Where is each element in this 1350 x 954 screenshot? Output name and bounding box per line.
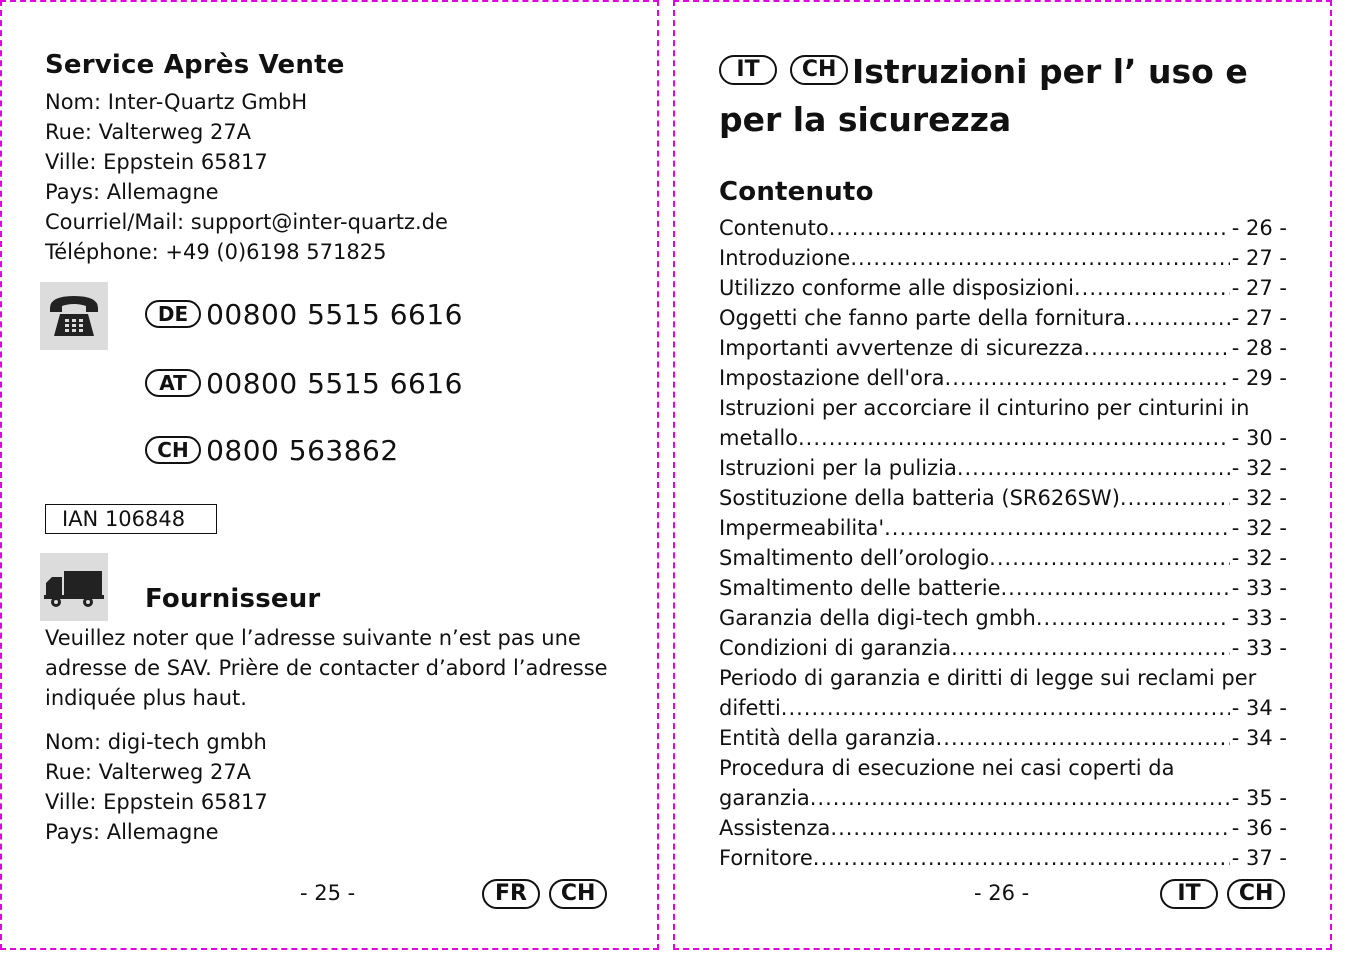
toc-leader-dots xyxy=(1074,273,1230,303)
service-line: Nom: Inter-Quartz GmbH xyxy=(45,90,308,114)
title-line-1: Istruzioni per l’ uso e xyxy=(852,52,1248,91)
lang-badge-ch: CH xyxy=(549,879,607,909)
toc-entry-page: - 32 - xyxy=(1231,486,1287,510)
supplier-line: Rue: Valterweg 27A xyxy=(45,760,252,784)
lang-badges-left xyxy=(482,879,607,909)
toc-entry-page: - 34 - xyxy=(1231,696,1287,720)
toc-leader-dots xyxy=(1120,483,1230,513)
service-email: Courriel/Mail: support@inter-quartz.de xyxy=(45,210,448,234)
phone-row-at xyxy=(145,367,463,400)
toc-entry xyxy=(719,783,1287,813)
toc-leader-dots xyxy=(850,243,1229,273)
toc-leader-dots xyxy=(989,543,1230,573)
toc-heading: Contenuto xyxy=(719,177,874,207)
lang-badge-ch: CH xyxy=(1227,879,1285,909)
toc-leader-dots xyxy=(813,843,1230,873)
supplier-line: Ville: Eppstein 65817 xyxy=(45,790,268,814)
toc-entry-label: Fornitore xyxy=(719,846,813,870)
toc-entry xyxy=(719,603,1287,633)
toc-leader-dots xyxy=(810,783,1230,813)
toc-entry-page: - 29 - xyxy=(1231,366,1287,390)
toc-entry-label: Garanzia della digi-tech gmbh xyxy=(719,606,1036,630)
note-line: indiquée plus haut. xyxy=(45,686,247,710)
lang-badge-fr: FR xyxy=(482,879,540,909)
telephone-icon xyxy=(40,282,108,350)
toc-entry-page: - 33 - xyxy=(1231,636,1287,660)
toc-entry xyxy=(719,633,1287,663)
toc-entry-page: - 30 - xyxy=(1231,426,1287,450)
toc-entry-continued: Procedura di esecuzione nei casi coperti da xyxy=(719,756,1175,780)
toc-entry-label: Entità della garanzia xyxy=(719,726,936,750)
supplier-note xyxy=(45,623,608,713)
toc-leader-dots xyxy=(1126,303,1230,333)
ian-box: IAN 106848 xyxy=(45,504,217,534)
toc-entry-page: - 32 - xyxy=(1231,516,1287,540)
toc-entry-label: Oggetti che fanno parte della fornitura xyxy=(719,306,1126,330)
toc-leader-dots xyxy=(1083,333,1229,363)
toc-leader-dots xyxy=(781,693,1230,723)
toc-entry xyxy=(719,453,1287,483)
toc-entry xyxy=(719,303,1287,333)
note-line: Veuillez noter que l’adresse suivante n’est pas une xyxy=(45,626,581,650)
toc-entry xyxy=(719,333,1287,363)
country-badge-ch: CH xyxy=(145,436,201,464)
toc-leader-dots xyxy=(798,423,1230,453)
toc-entry xyxy=(719,573,1287,603)
toc-entry xyxy=(719,273,1287,303)
toc-entry-label: garanzia xyxy=(719,786,810,810)
toc-entry xyxy=(719,693,1287,723)
toc-entry-page: - 27 - xyxy=(1231,246,1287,270)
toc-entry xyxy=(719,213,1287,243)
toc-entry-page: - 33 - xyxy=(1231,576,1287,600)
toc-leader-dots xyxy=(936,723,1230,753)
supplier-heading: Fournisseur xyxy=(145,584,321,614)
toc-entry-label: Sostituzione della batteria (SR626SW) xyxy=(719,486,1120,510)
toc-entry-label: Smaltimento delle batterie xyxy=(719,576,1001,600)
toc-entry xyxy=(719,813,1287,843)
toc-entry-page: - 32 - xyxy=(1231,456,1287,480)
toc-entry-page: - 26 - xyxy=(1231,216,1287,240)
toc-entry-label: Impermeabilita' xyxy=(719,516,885,540)
phone-row-ch xyxy=(145,434,399,467)
toc-entry-page: - 27 - xyxy=(1231,306,1287,330)
supplier-line: Pays: Allemagne xyxy=(45,820,219,844)
toc-entry-label: Contenuto xyxy=(719,216,829,240)
toc-entry xyxy=(719,423,1287,453)
phone-number-at: 00800 5515 6616 xyxy=(206,367,463,400)
toc-entry-page: - 33 - xyxy=(1231,606,1287,630)
toc-entry xyxy=(719,513,1287,543)
toc-entry-page: - 36 - xyxy=(1231,816,1287,840)
toc-entry-label: metallo xyxy=(719,426,798,450)
toc-entry-label: Introduzione xyxy=(719,246,851,270)
title-line-2: per la sicurezza xyxy=(719,100,1012,139)
phone-number-de: 00800 5515 6616 xyxy=(206,298,463,331)
toc-entry-continued: Istruzioni per accorciare il cinturino per cinturini in xyxy=(719,396,1250,420)
toc-leader-dots xyxy=(957,453,1230,483)
toc-entry-page: - 28 - xyxy=(1231,336,1287,360)
phone-number-ch: 0800 563862 xyxy=(206,434,399,467)
toc-entry-label: Impostazione dell'ora xyxy=(719,366,945,390)
truck-icon xyxy=(40,553,108,621)
service-line: Rue: Valterweg 27A xyxy=(45,120,252,144)
toc-leader-dots xyxy=(830,813,1229,843)
toc-entry-label: difetti xyxy=(719,696,781,720)
toc-entry xyxy=(719,243,1287,273)
toc-entry-label: Utilizzo conforme alle disposizioni xyxy=(719,276,1074,300)
toc-entry-label: Assistenza xyxy=(719,816,831,840)
page-number-right: - 26 - xyxy=(974,881,1030,905)
toc-entry-label: Smaltimento dell’orologio xyxy=(719,546,990,570)
toc-leader-dots xyxy=(951,633,1230,663)
title-badges xyxy=(719,55,848,85)
toc-entry-page: - 27 - xyxy=(1231,276,1287,300)
lang-badge-it: IT xyxy=(1160,879,1218,909)
toc-leader-dots xyxy=(1001,573,1230,603)
toc-entry xyxy=(719,843,1287,873)
supplier-address xyxy=(45,727,268,847)
service-address xyxy=(45,87,448,267)
toc-entry-continued: Periodo di garanzia e diritti di legge sui reclami per xyxy=(719,666,1257,690)
phone-row-de xyxy=(145,298,463,331)
toc-entry-page: - 32 - xyxy=(1231,546,1287,570)
toc-entry-page: - 37 - xyxy=(1231,846,1287,870)
note-line: adresse de SAV. Prière de contacter d’abord l’adresse xyxy=(45,656,608,680)
lang-badges-right xyxy=(1160,879,1285,909)
toc-entry-label: Istruzioni per la pulizia xyxy=(719,456,957,480)
toc-leader-dots xyxy=(829,213,1230,243)
country-badge-at: AT xyxy=(145,369,201,397)
toc-entry xyxy=(719,723,1287,753)
toc-leader-dots xyxy=(945,363,1230,393)
toc-entry-page: - 35 - xyxy=(1231,786,1287,810)
supplier-line: Nom: digi-tech gmbh xyxy=(45,730,267,754)
service-phone: Téléphone: +49 (0)6198 571825 xyxy=(45,240,387,264)
toc-entry xyxy=(719,543,1287,573)
page-number-left: - 25 - xyxy=(300,881,356,905)
toc-leader-dots xyxy=(1036,603,1230,633)
service-line: Ville: Eppstein 65817 xyxy=(45,150,268,174)
service-line: Pays: Allemagne xyxy=(45,180,219,204)
service-heading: Service Après Vente xyxy=(45,50,345,80)
country-badge-de: DE xyxy=(145,300,201,328)
toc-leader-dots xyxy=(884,513,1230,543)
toc-entry xyxy=(719,483,1287,513)
toc-entry-label: Importanti avvertenze di sicurezza xyxy=(719,336,1084,360)
toc-entry-page: - 34 - xyxy=(1231,726,1287,750)
toc-entry-label: Condizioni di garanzia xyxy=(719,636,952,660)
lang-badge-it: IT xyxy=(719,55,777,85)
toc-entry xyxy=(719,363,1287,393)
lang-badge-ch: CH xyxy=(790,55,848,85)
